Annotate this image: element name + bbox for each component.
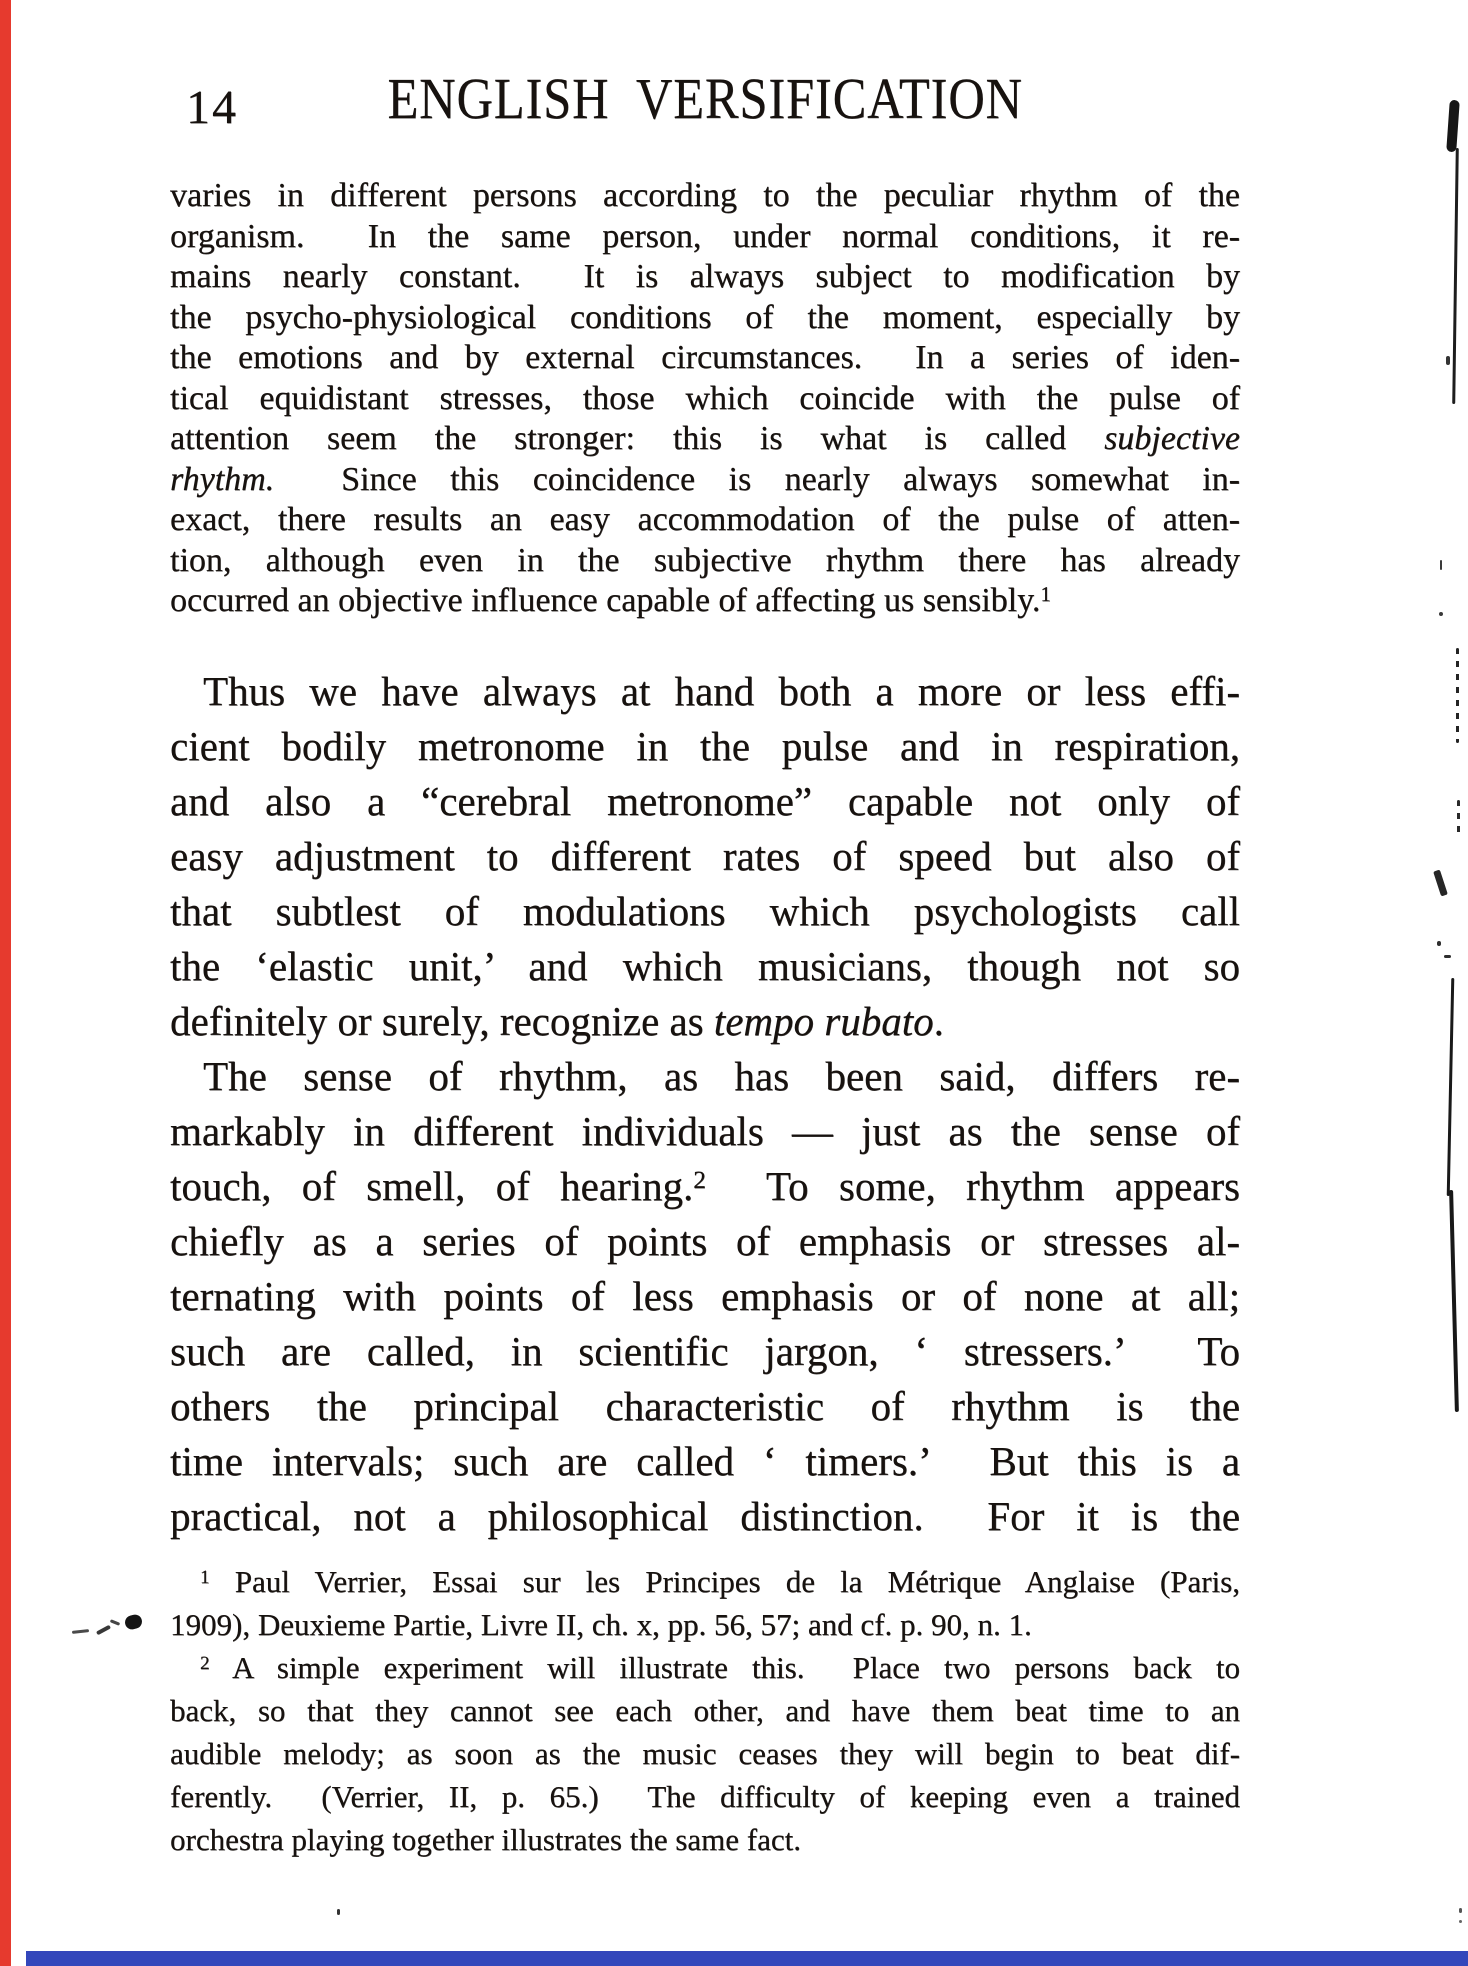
footnote-marker: 1 — [1040, 581, 1051, 606]
text-line: Thus we have always at hand both a more or less effi- — [203, 668, 1240, 714]
footnotes — [170, 1560, 1240, 1861]
text-line: tical equidistant stresses, those which coincide with the pulse of — [170, 379, 1240, 417]
text-line: that subtlest of modulations which psychologists call — [170, 888, 1240, 934]
text-line: mains nearly constant. It is always subject to modification by — [170, 258, 1240, 295]
text-line: audible melody; as soon as the music ceases they will begin to beat dif- — [170, 1736, 1240, 1771]
scan-artifact-mark — [1449, 1190, 1459, 1412]
text-line: orchestra playing together illustrates the same fact. — [170, 1822, 801, 1857]
text-line: and also a “cerebral metronome” capable not only of — [170, 778, 1240, 824]
scan-artifact-mark — [1446, 356, 1450, 365]
text-line: easy adjustment to different rates of speed but also of — [170, 833, 1240, 879]
text-line: tion, although even in the subjective rhythm there has already — [170, 541, 1240, 579]
text-line: chiefly as a series of points of emphasis or stresses al- — [170, 1218, 1240, 1264]
scan-artifact-mark — [1440, 560, 1442, 570]
scan-artifact-mark — [1446, 100, 1460, 153]
running-header — [170, 66, 1240, 131]
text-line: touch, of smell, of hearing.$^2$ To some, rhythm appears — [170, 1163, 1240, 1209]
scan-artifact-mark — [1452, 148, 1459, 404]
text-line: The sense of rhythm, as has been said, differs re- — [203, 1053, 1240, 1099]
text-line: attention seem the stronger: this is what is called subjective — [170, 420, 1240, 457]
scan-artifact-mark — [1459, 1908, 1462, 1913]
text-line: ternating with points of less emphasis or of none at all; — [170, 1273, 1240, 1319]
text-line: practical, not a philosophical distinction. For it is the — [170, 1493, 1240, 1539]
text-line: definitely or surely, recognize as tempo rubato. — [170, 998, 944, 1044]
scan-artifact-mark — [1444, 955, 1451, 958]
running-title: ENGLISH VERSIFICATION — [387, 66, 1023, 131]
footnote-marker: 2 — [693, 1165, 706, 1194]
scan-artifact-mark — [1456, 648, 1459, 743]
footnote-marker: 1 — [200, 1566, 210, 1588]
scan-artifact-mark — [337, 1909, 340, 1915]
text-line: cient bodily metronome in the pulse and in respiration, — [170, 723, 1240, 769]
footnote-marker: 2 — [200, 1652, 210, 1674]
scan-artifact-mark — [123, 1613, 143, 1631]
page-number: 14 — [186, 81, 238, 134]
text-line: the emotions and by external circumstances. In a series of iden- — [170, 339, 1240, 376]
text-line: such are called, in scientific jargon, ‘ stressers.’ To — [170, 1328, 1240, 1374]
text-line: back, so that they cannot see each other, and have them beat time to an — [170, 1693, 1240, 1728]
blue-page-edge-stripe — [26, 1951, 1468, 1966]
scan-artifact-mark — [1433, 870, 1448, 897]
red-page-edge-stripe — [0, 0, 11, 1966]
scan-artifact-mark — [1459, 1920, 1462, 1923]
text-line: the ‘elastic unit,’ and which musicians, though not so — [170, 943, 1240, 989]
scan-artifact-mark — [1437, 941, 1441, 946]
text-line: markably in different individuals — just as the sense of — [170, 1108, 1240, 1154]
text-line: others the principal characteristic of rhythm is the — [170, 1383, 1240, 1429]
text-line: rhythm. Since this coincidence is nearly always somewhat in- — [170, 460, 1240, 498]
text-line: the psycho-physiological conditions of the moment, especially by — [170, 298, 1240, 336]
text-line: ferently. (Verrier, II, p. 65.) The difficulty of keeping even a trained — [170, 1779, 1240, 1814]
text-line: $^2$ A simple experiment will illustrate this. Place two persons back to — [200, 1650, 1240, 1685]
text-line: organism. In the same person, under normal conditions, it re- — [170, 217, 1240, 255]
body-text — [170, 664, 1240, 1544]
text-line: time intervals; such are called ‘ timers.’ But this is a — [170, 1438, 1240, 1484]
scan-artifact-mark — [1439, 612, 1443, 616]
scan-artifact-mark — [1457, 800, 1460, 836]
text-line: varies in different persons according to the peculiar rhythm of the — [170, 177, 1240, 214]
text-line: $^1$ Paul Verrier, Essai sur les Principes de la Métrique Anglaise (Paris, — [200, 1564, 1240, 1599]
text-line: occurred an objective influence capable of affecting us sensibly.$^1$ — [170, 581, 1051, 619]
scan-artifact-mark — [110, 1619, 120, 1626]
block-quotation — [170, 176, 1240, 622]
text-line: 1909), Deuxieme Partie, Livre II, ch. x, pp. 56, 57; and cf. p. 90, n. 1. — [170, 1607, 1032, 1642]
text-line: exact, there results an easy accommodation of the pulse of atten- — [170, 501, 1240, 538]
scan-artifact-mark — [96, 1625, 111, 1636]
scan-artifact-mark — [1447, 978, 1455, 1196]
scan-artifact-mark — [72, 1629, 89, 1634]
